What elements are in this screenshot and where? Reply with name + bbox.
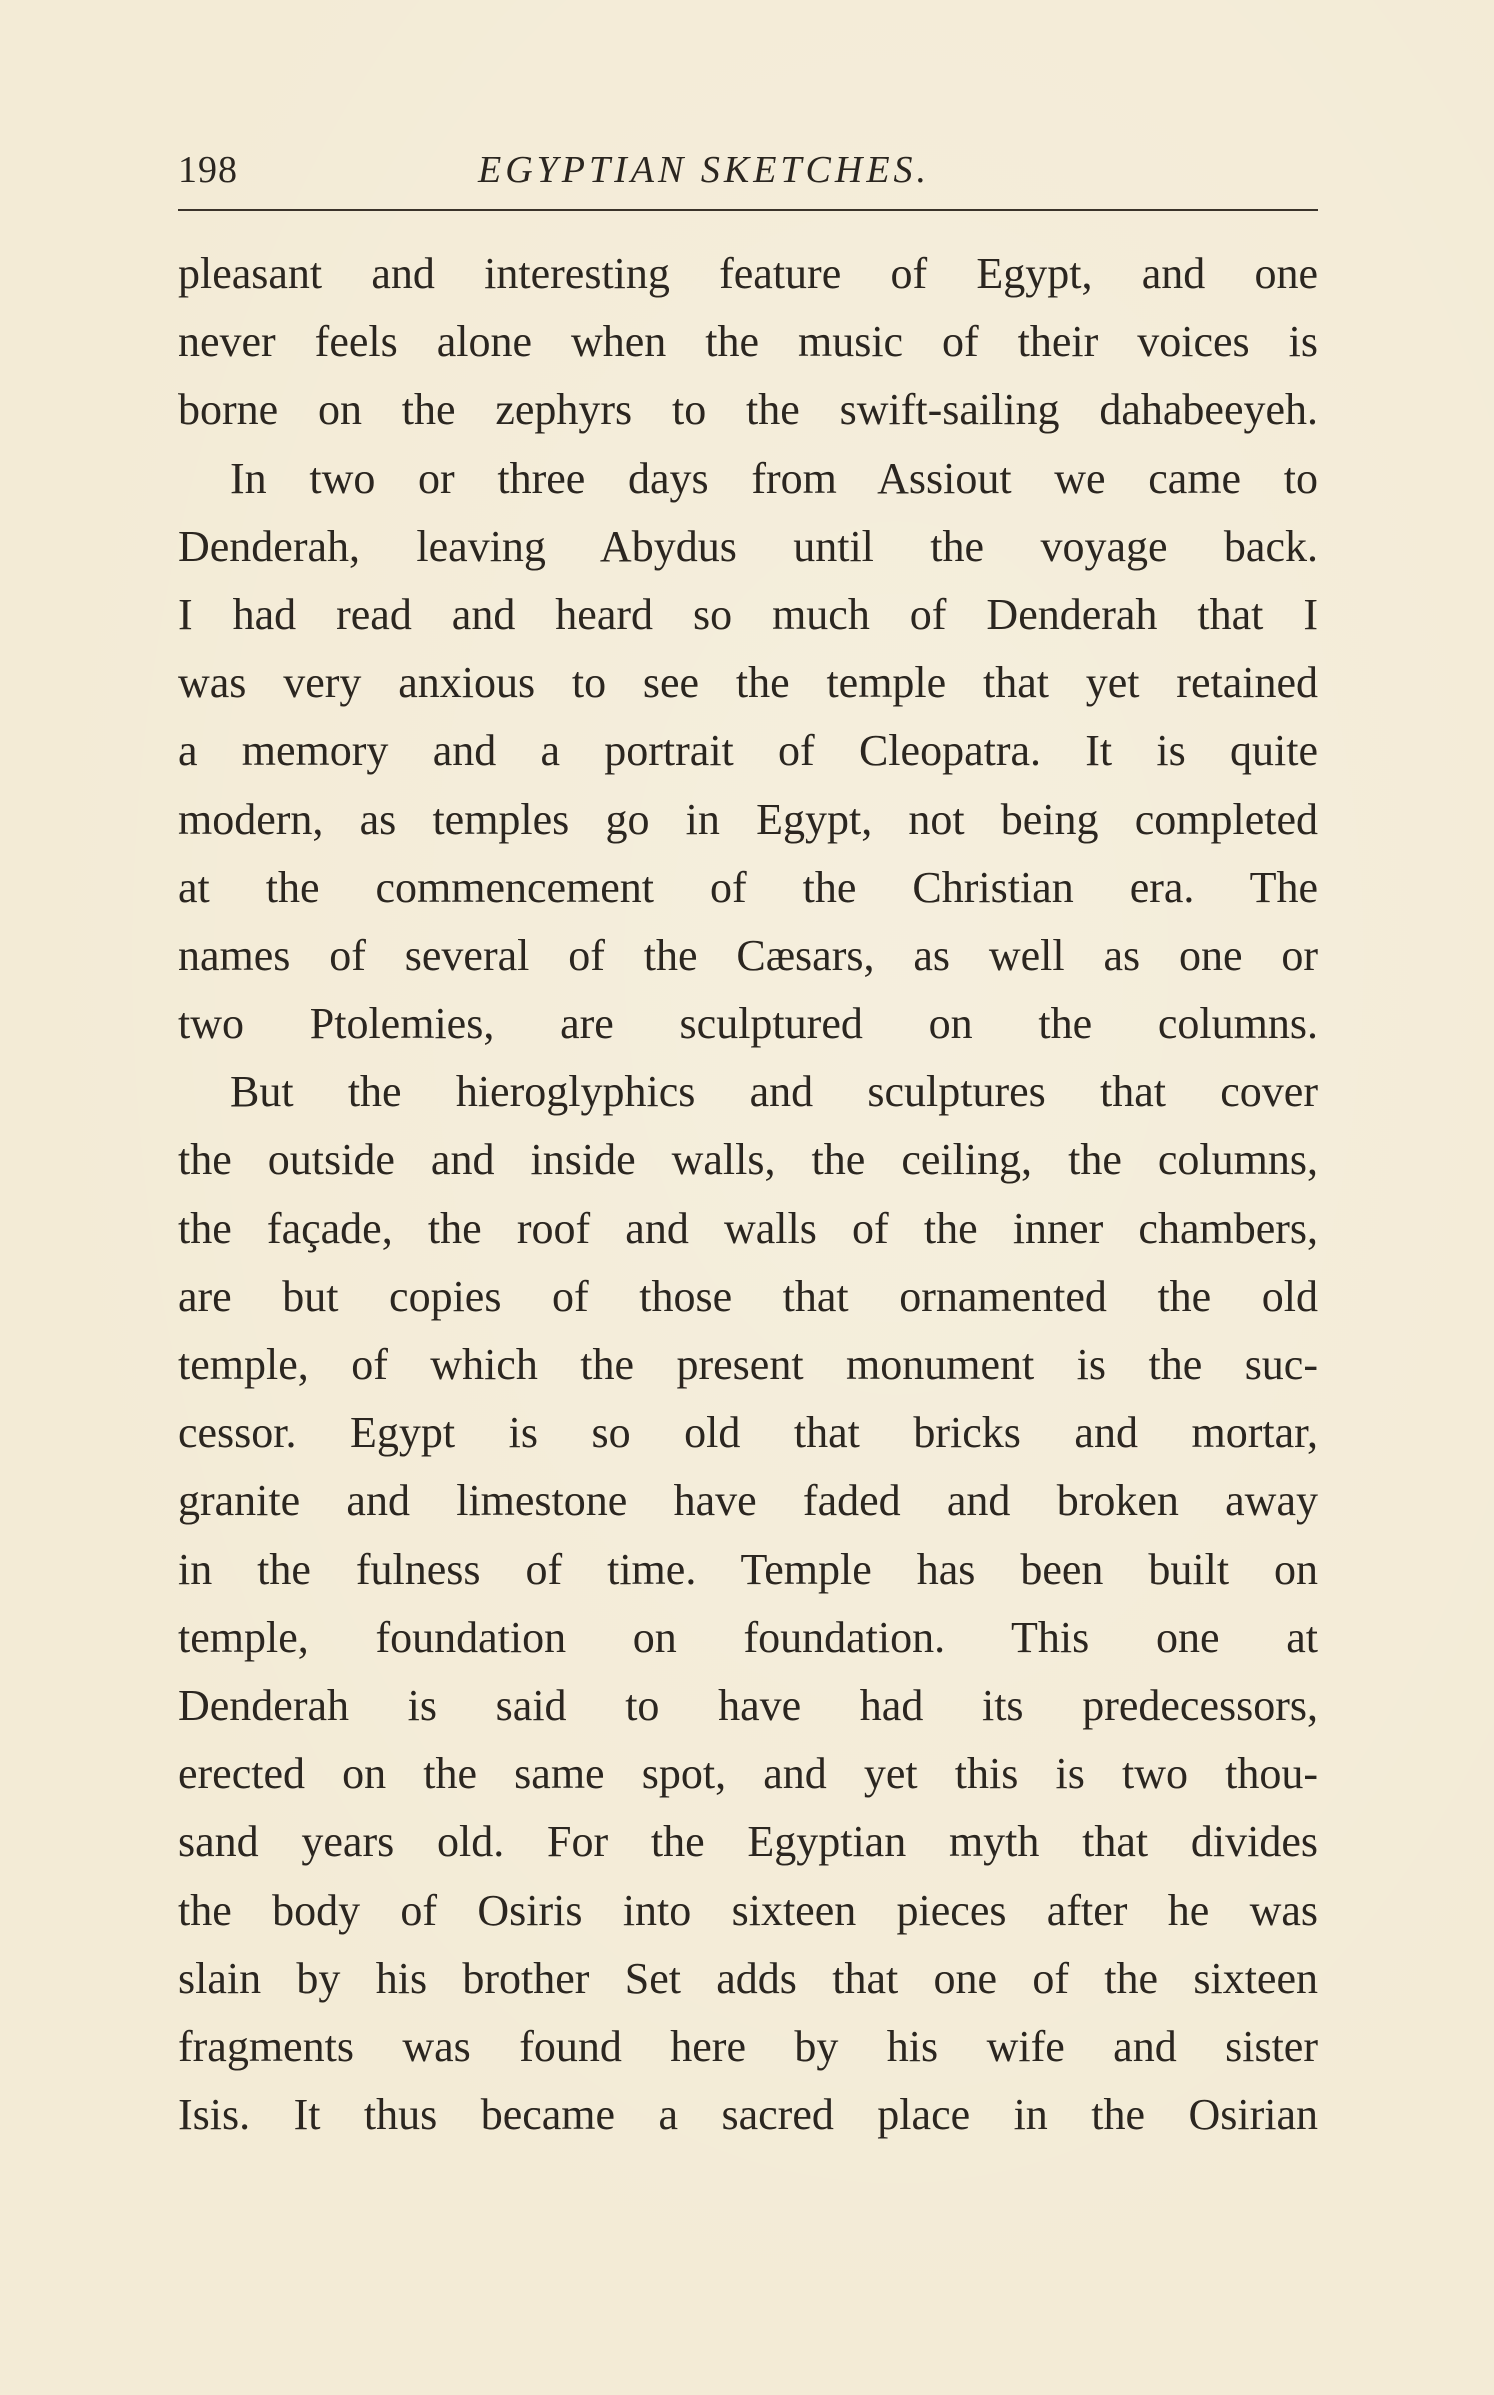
body-text	[178, 240, 1318, 2149]
text-line: never feels alone when the music of their voices is	[178, 317, 1318, 367]
text-line: in the fulness of time. Temple has been built on	[178, 1544, 1318, 1594]
text-line: slain by his brother Set adds that one of the sixteen	[178, 1953, 1318, 2003]
text-line: temple, foundation on foundation. This one at	[178, 1612, 1318, 1662]
running-head: EGYPTIAN SKETCHES.	[478, 149, 931, 191]
text-line: pleasant and interesting feature of Egypt, and one	[178, 249, 1318, 298]
text-line: cessor. Egypt is so old that bricks and mortar,	[178, 1408, 1318, 1458]
text-line: was very anxious to see the temple that yet retained	[178, 658, 1318, 708]
text-line: a memory and a portrait of Cleopatra. It is quite	[178, 726, 1318, 776]
text-line: borne on the zephyrs to the swift-sailing dahabeeyeh.	[178, 385, 1318, 435]
text-line: the outside and inside walls, the ceiling, the columns,	[178, 1135, 1318, 1185]
text-line: two Ptolemies, are sculptured on the columns.	[178, 999, 1318, 1049]
text-line: are but copies of those that ornamented the old	[178, 1271, 1318, 1321]
text-line: temple, of which the present monument is the suc-	[178, 1340, 1318, 1389]
text-line: sand years old. For the Egyptian myth that divides	[178, 1817, 1318, 1867]
text-line: modern, as temples go in Egypt, not being completed	[178, 794, 1318, 844]
text-line: the façade, the roof and walls of the inner chambers,	[178, 1203, 1318, 1253]
header-rule	[178, 209, 1318, 211]
text-line: at the commencement of the Christian era. The	[178, 862, 1318, 912]
text-line: Denderah, leaving Abydus until the voyage back.	[178, 521, 1318, 571]
text-line: Isis. It thus became a sacred place in the Osirian	[178, 2090, 1318, 2140]
text-line: Denderah is said to have had its predecessors,	[178, 1680, 1318, 1730]
text-line: granite and limestone have faded and broken away	[178, 1476, 1318, 1526]
text-line: In two or three days from Assiout we came to	[230, 453, 1318, 503]
page-number: 198	[178, 149, 238, 191]
page-header	[178, 148, 1318, 208]
text-line: But the hieroglyphics and sculptures that cover	[230, 1067, 1318, 1117]
text-line: the body of Osiris into sixteen pieces after he was	[178, 1885, 1318, 1935]
text-line: erected on the same spot, and yet this is two thou-	[178, 1749, 1318, 1799]
text-line: names of several of the Cæsars, as well as one or	[178, 930, 1318, 980]
text-line: fragments was found here by his wife and sister	[178, 2021, 1318, 2071]
text-line: I had read and heard so much of Denderah that I	[178, 589, 1318, 639]
